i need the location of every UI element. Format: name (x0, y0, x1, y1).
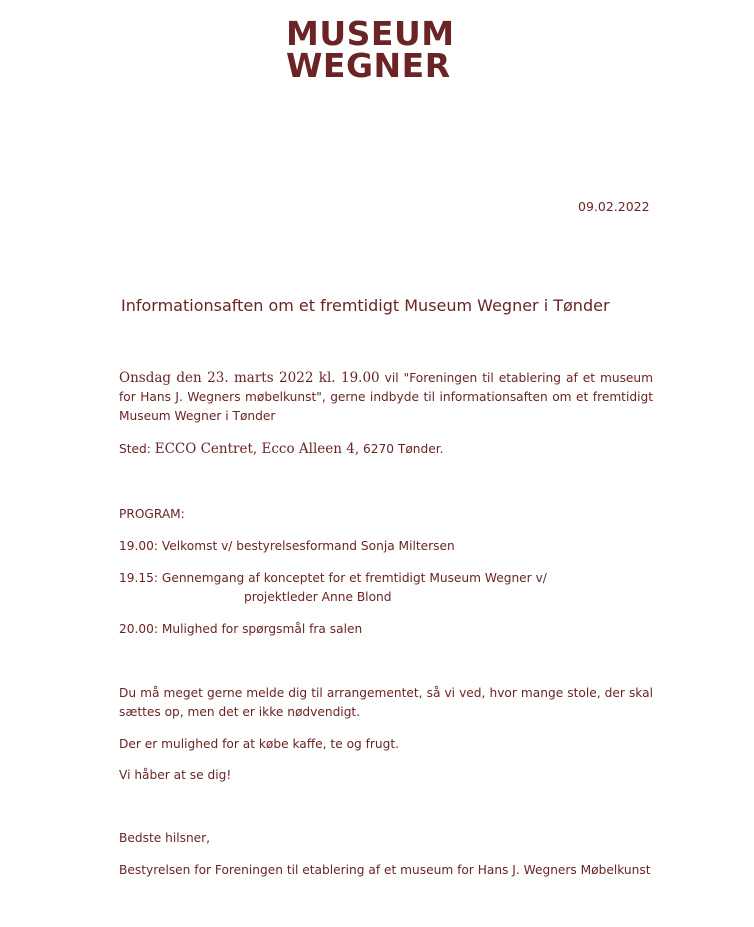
program-item-2 (119, 569, 653, 607)
closing-greeting: Bedste hilsner, (119, 831, 211, 845)
letter-date: 09.02.2022 (578, 199, 650, 214)
place-rest: 6270 Tønder. (359, 442, 444, 456)
logo-line-2: WEGNER (286, 46, 451, 85)
hope-paragraph: Vi håber at se dig! (119, 768, 232, 782)
logo-line-1: MUSEUM (286, 14, 455, 53)
place-label: Sted: (119, 442, 155, 456)
museum-wegner-logo (286, 14, 455, 85)
program-item-2-line-1: 19.15: Gennemgang af konceptet for et fremtidigt Museum Wegner v/ (119, 571, 547, 585)
letter-heading: Informationsaften om et fremtidigt Museum Wegner i Tønder (121, 296, 610, 315)
program-item-2-line-2: projektleder Anne Blond (244, 590, 392, 604)
signup-paragraph: Du må meget gerne melde dig til arrangementet, så vi ved, hvor mange stole, der skal sættes op, men det er ikke nødvendigt. (119, 686, 653, 719)
place-paragraph (119, 440, 653, 459)
intro-lead: Onsdag den 23. marts 2022 kl. 19.00 (119, 370, 380, 386)
intro-rest: vil "Foreningen til etablering af et museum for Hans J. Wegners møbelkunst", gerne indbyde til informationsaften om et fremtidigt Museum Wegner i Tønder (119, 371, 654, 423)
intro-paragraph (119, 369, 653, 426)
program-title: PROGRAM: (119, 507, 185, 521)
program-item-3: 20.00: Mulighed for spørgsmål fra salen (119, 622, 363, 636)
closing-signature: Bestyrelsen for Foreningen til etablering af et museum for Hans J. Wegners Møbelkunst (119, 863, 651, 877)
program-item-1: 19.00: Velkomst v/ bestyrelsesformand Sonja Miltersen (119, 539, 455, 553)
refreshments-paragraph: Der er mulighed for at købe kaffe, te og frugt. (119, 737, 400, 751)
place-venue: ECCO Centret, Ecco Alleen 4, (154, 441, 360, 457)
